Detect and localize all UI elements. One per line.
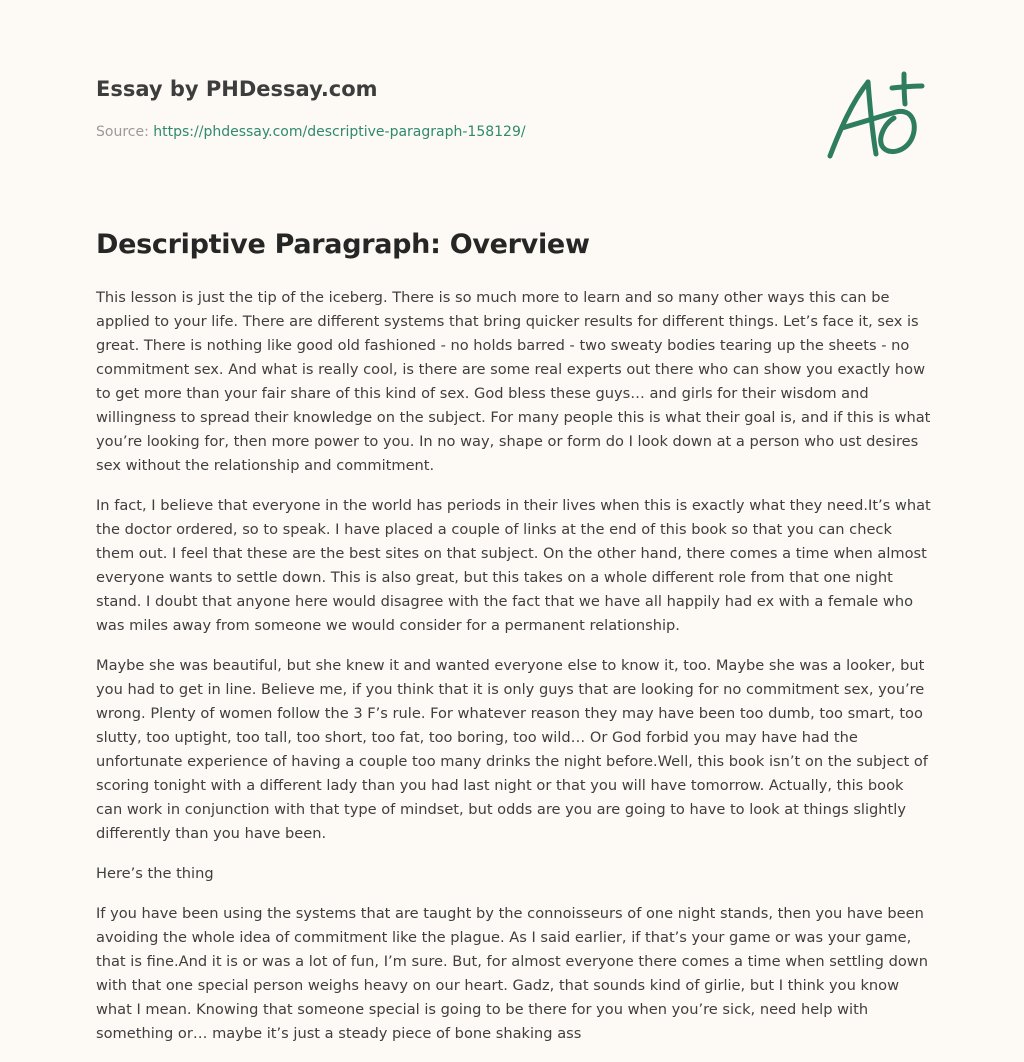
page-header: [96, 74, 696, 142]
paragraph: Here’s the thing: [96, 865, 214, 882]
paragraph: If you have been using the systems that are taught by the connoisseurs of one night stands, then you have been avoiding the whole idea of commitment like the plague. As I said earlier, if that’s your game or was your game, that is fine.And it is or was a lot of fun, I’m sure. But, for almost everyone there comes a time when settling down with that one special person weighs heavy on our heart. Gadz, that sounds kind of girlie, but I think you know what I mean. Knowing that someone special is going to be there for you when you’re sick, need help with something or… maybe it’s just a steady piece of bone shaking ass: [96, 905, 928, 1042]
source-label: Source:: [96, 124, 154, 140]
source-line: [96, 122, 696, 142]
a-plus-logo-icon: [822, 68, 928, 164]
essay-content: [96, 226, 932, 1062]
page-title: Descriptive Paragraph: Overview: [96, 229, 590, 260]
paragraph: This lesson is just the tip of the iceberg. There is so much more to learn and so many other ways this can be applied to your life. There are different systems that bring quicker results for different things. Let’s face it, sex is great. There is nothing like good old fashioned - no holds barred - two sweaty bodies tearing up the sheets - no commitment sex. And what is really cool, is there are some real experts out there who can show you exactly how to get more than your fair share of this kind of sex. God bless these guys… and girls for their wisdom and willingness to spread their knowledge on the subject. For many people this is what their goal is, and if this is what you’re looking for, then more power to you. In no way, shape or form do I look down at a person who ust desires sex without the relationship and commitment.: [96, 289, 931, 474]
site-title: Essay by PHDessay.com: [96, 77, 378, 101]
source-link[interactable]: https://phdessay.com/descriptive-paragraph-158129/: [153, 124, 526, 140]
paragraph: Maybe she was beautiful, but she knew it and wanted everyone else to know it, too. Maybe she was a looker, but you had to get in line. Believe me, if you think that it is only guys that are looking for no commitment sex, you’re wrong. Plenty of women follow the 3 F’s rule. For whatever reason they may have been too dumb, too smart, too slutty, too uptight, too tall, too short, too fat, too boring, too wild… Or God forbid you may have had the unfortunate experience of having a couple too many drinks the night before.Well, this book isn’t on the subject of scoring tonight with a different lady than you had last night or that you will have tomorrow. Actually, this book can work in conjunction with that type of mindset, but odds are you are going to have to look at things slightly differently than you have been.: [96, 657, 928, 842]
paragraph: In fact, I believe that everyone in the world has periods in their lives when this is exactly what they need.It’s what the doctor ordered, so to speak. I have placed a couple of links at the end of this book so that you can check them out. I feel that these are the best sites on that subject. On the other hand, there comes a time when almost everyone wants to settle down. This is also great, but this takes on a whole different role from that one night stand. I doubt that anyone here would disagree with the fact that we have all happily had ex with a female who was miles away from someone we would consider for a permanent relationship.: [96, 497, 931, 634]
